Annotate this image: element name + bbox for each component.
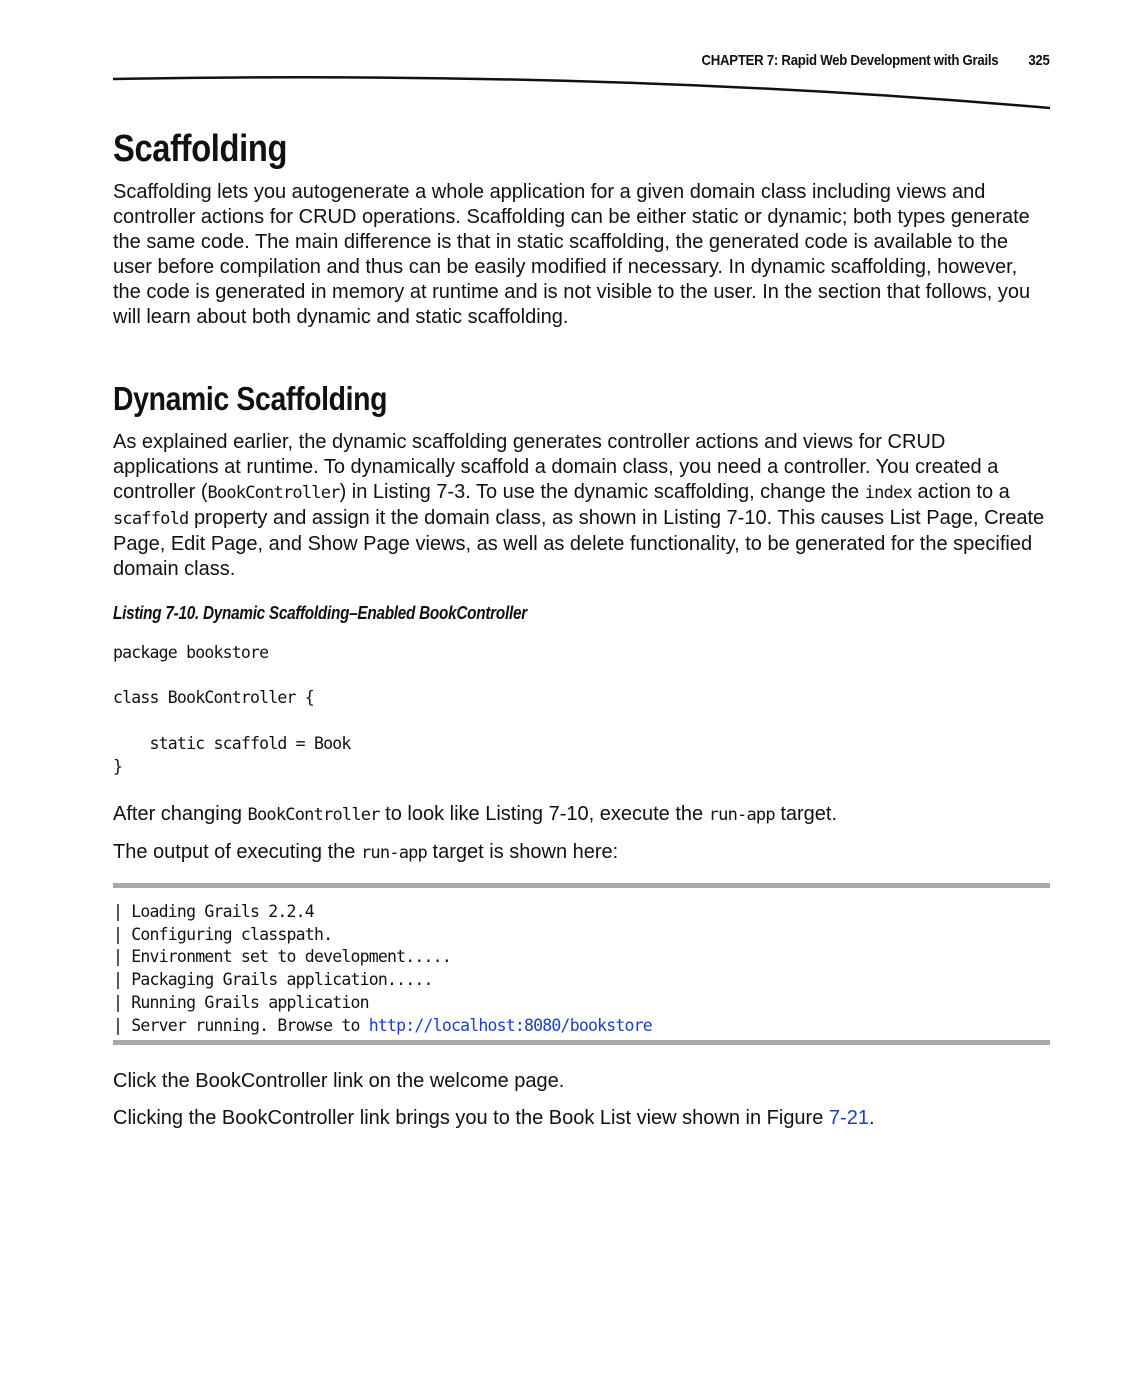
inline-code: run-app <box>360 843 427 863</box>
console-output <box>113 901 652 1037</box>
chapter-title: CHAPTER 7: Rapid Web Development with Grails <box>701 52 999 69</box>
closing-paragraph-1: Click the BookController link on the welcome page. <box>113 1070 565 1092</box>
inline-code: run-app <box>708 805 775 825</box>
console-output-box <box>113 883 1050 1045</box>
section-heading-dynamic-scaffolding: Dynamic Scaffolding <box>113 380 388 417</box>
inline-code: BookController <box>247 805 380 825</box>
inline-code: BookController <box>207 483 340 503</box>
inline-code: index <box>864 483 912 503</box>
text-run: ) in Listing 7-3. To use the dynamic scaffolding, change the <box>339 481 865 503</box>
section-heading-scaffolding: Scaffolding <box>113 128 288 170</box>
console-lines: | Loading Grails 2.2.4 | Configuring classpath. | Environment set to development..... | Packaging Grails application..... | Running Grails application | Server running. Browse to <box>113 902 451 1035</box>
text-run: The output of executing the <box>113 841 361 863</box>
text-run: As explained earlier, the dynamic scaffolding generates controller actions and views for CRUD applications at runtime. To dynamically scaffold a domain class, you need a controller. You created a controller ( <box>113 431 999 503</box>
after-listing-paragraph <box>113 802 1050 828</box>
running-head <box>702 52 1050 69</box>
text-run: target. <box>774 803 838 825</box>
text-run: target is shown here: <box>427 841 619 863</box>
text-run: . <box>868 1107 875 1129</box>
closing-paragraph-2 <box>113 1106 1050 1131</box>
output-intro-paragraph <box>113 840 1050 866</box>
dynamic-scaffolding-paragraph <box>113 430 1050 582</box>
text-run: property and assign it the domain class, as shown in Listing 7-10. This causes List Page, Create Page, Edit Page, and Show Page views, as well as delete functionality, to be generated for the specified domain class. <box>113 507 1045 580</box>
inline-code: scaffold <box>113 509 189 529</box>
text-run: Clicking the BookController link brings you to the Book List view shown in Figure <box>113 1107 829 1129</box>
figure-link[interactable]: 7-21 <box>828 1107 869 1129</box>
text-run: After changing <box>113 803 248 825</box>
header-rule <box>113 70 1050 110</box>
server-url-link[interactable]: http://localhost:8080/bookstore <box>368 1015 652 1035</box>
listing-caption: Listing 7-10. Dynamic Scaffolding–Enabled BookController <box>113 603 527 623</box>
scaffolding-paragraph: Scaffolding lets you autogenerate a whole application for a given domain class including views and controller actions for CRUD operations. Scaffolding can be either static or dynamic; both types generate the same code. The main difference is that in static scaffolding, the generated code is available to the user before compilation and thus can be easily modified if necessary. In dynamic scaffolding, however, the code is generated in memory at runtime and is not visible to the user. In the section that follows, you will learn about both dynamic and static scaffolding. <box>113 181 1031 328</box>
page-number: 325 <box>1028 52 1050 69</box>
code-listing: package bookstore class BookController { static scaffold = Book } <box>113 643 351 776</box>
text-run: action to a <box>911 481 1010 503</box>
text-run: to look like Listing 7-10, execute the <box>379 803 709 825</box>
